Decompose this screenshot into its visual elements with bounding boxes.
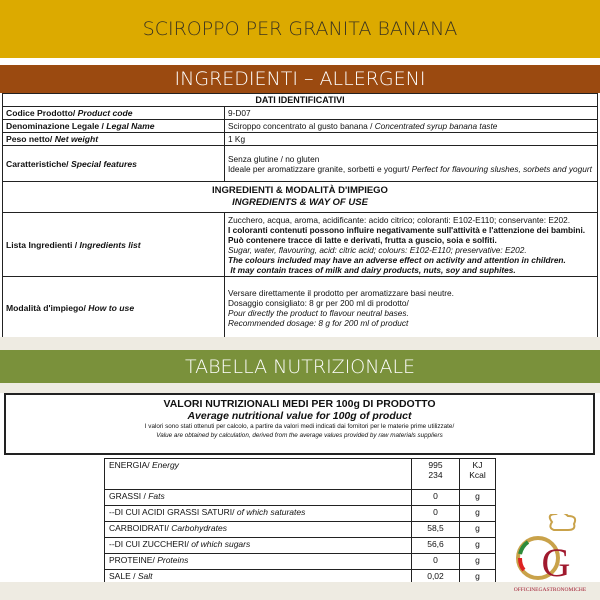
legal-name: Sciroppo concentrato al gusto banana / [228,121,373,131]
nutrition-note-en: Value are obtained by calculation, derived from the average values provided by raw materials suppliers [156,432,443,439]
nutrition-subtitle: Average nutritional value for 100g of product [187,410,412,422]
feature-line: Senza glutine / no gluten [228,153,320,164]
nutrition-header-box [4,393,595,455]
label: Codice Prodotto/ [6,108,76,118]
nutrition-note: I valori sono stati ottenuti per calcolo, a partire da valori medi indicati dai fornitori per le materie prime utilizzate/ [144,423,455,430]
unit: Kcal [469,470,486,480]
label-en: Legal Name [106,121,155,131]
unit: g [460,554,496,570]
logo-text: OFFICINEGASTRONOMICHE [513,587,587,593]
label: Peso netto/ [6,134,53,144]
section-title: INGREDIENTI – ALLERGENI [174,68,426,90]
nutrient-label: CARBOIDRATI/ [109,523,169,533]
table-row [3,107,598,120]
section-nutrition [0,350,600,383]
nutrient-value: 0 [412,554,460,570]
label-en: Net weight [54,134,99,144]
product-code: 9-D07 [225,107,598,120]
nutrient-value: 0 [412,490,460,506]
feature-line-en: Perfect for flavouring slushes, sorbets and yogurt [411,163,592,174]
unit: g [460,490,496,506]
allergen-line-en: It may contain traces of milk and dairy products, nuts, soy and suphites. [230,264,516,275]
officine-gastronomiche-logo [512,514,588,594]
label-en: How to use [88,302,135,313]
table-row [105,538,496,554]
label-en: Product code [77,108,133,118]
nutrient-label: SALE / [109,571,136,581]
table-row [105,554,496,570]
product-title [0,0,600,58]
unit: KJ [472,460,483,470]
label-en: Ingredients list [79,239,141,250]
nutrient-value: 0,02 [412,570,460,586]
ident-heading: DATI IDENTIFICATIVI [3,94,598,107]
table-row [3,120,598,133]
table-row [3,213,598,277]
section-title: TABELLA NUTRIZIONALE [184,355,416,378]
legal-name-en: Concentrated syrup banana taste [374,121,498,131]
label-en: Special features [70,158,137,169]
nutrient-label-en: Fats [148,491,165,501]
nutrition-title: VALORI NUTRIZIONALI MEDI PER 100g DI PRODOTTO [163,398,436,410]
table-row [105,506,496,522]
unit: g [460,538,496,554]
ingredients-line-en: Sugar, water, flavouring, acid: citric acid; colours: E102-E110; preservative: E202. [228,244,527,255]
nutrient-label: --DI CUI ACIDI GRASSI SATURI/ [109,507,235,517]
nutrient-value: 58,5 [412,522,460,538]
nutrient-label-en: of which saturates [236,507,306,517]
nutrient-value: 0 [412,506,460,522]
allergen-line: Può contenere tracce di latte e derivati, frutta a guscio, soia e solfiti. [228,234,497,245]
label: Caratteristiche/ [6,158,69,169]
product-title-text: SCIROPPO PER GRANITA BANANA [142,18,458,40]
energy-kcal: 234 [428,470,443,480]
usage-heading-en: INGREDIENTS & WAY OF USE [232,197,368,208]
nutrient-label-en: Salt [137,571,153,581]
label: Denominazione Legale / [6,121,104,131]
table-row [105,522,496,538]
unit: g [460,506,496,522]
nutrient-label: ENERGIA/ [109,460,150,470]
howto-line-en: Pour directly the product to flavour neutral bases. [228,307,409,318]
section-ingredients-allergens [0,65,600,93]
table-row [3,277,598,339]
nutrition-table [104,458,496,586]
unit: g [460,570,496,586]
howto-line-en: Recommended dosage: 8 g for 200 ml of product [228,317,409,328]
chef-hat-icon [550,514,575,530]
howto-line: Versare direttamente il prodotto per aromatizzare basi neutre. [228,287,454,298]
feature-line: Ideale per aromatizzare granite, sorbetti e yogurt/ [228,163,410,174]
energy-kj: 995 [428,460,443,470]
table-row [3,146,598,182]
logo-g: G [541,540,571,585]
table-row [105,459,496,490]
nutrient-label-en: Energy [152,460,179,470]
nutrient-label: GRASSI / [109,491,146,501]
nutrient-label: PROTEINE/ [109,555,155,565]
unit: g [460,522,496,538]
bottom-band [0,582,600,600]
howto-line: Dosaggio consigliato: 8 gr per 200 ml di prodotto/ [228,297,409,308]
ingredients-warning-en: The colours included may have an adverse effect on activity and attention in children. [228,254,566,265]
net-weight: 1 Kg [225,133,598,146]
label: Modalità d'impiego/ [6,302,86,313]
label: Lista Ingredienti / [6,239,78,250]
nutrient-value: 56,6 [412,538,460,554]
usage-heading: INGREDIENTI & MODALITÀ D'IMPIEGO [212,185,388,196]
nutrient-label-en: Proteins [157,555,189,565]
nutrient-label-en: of which sugars [191,539,251,549]
table-row [3,133,598,146]
nutrient-label: --DI CUI ZUCCHERI/ [109,539,189,549]
table-row [105,490,496,506]
nutrient-label-en: Carbohydrates [171,523,227,533]
ingredients-warning: I coloranti contenuti possono influire negativamente sull'attività e l'attenzione dei bambini. [228,224,586,235]
identification-table [2,93,598,339]
ingredients-line: Zucchero, acqua, aroma, acidificante: acido citrico; coloranti: E102-E110; conservante: E202. [228,214,571,225]
